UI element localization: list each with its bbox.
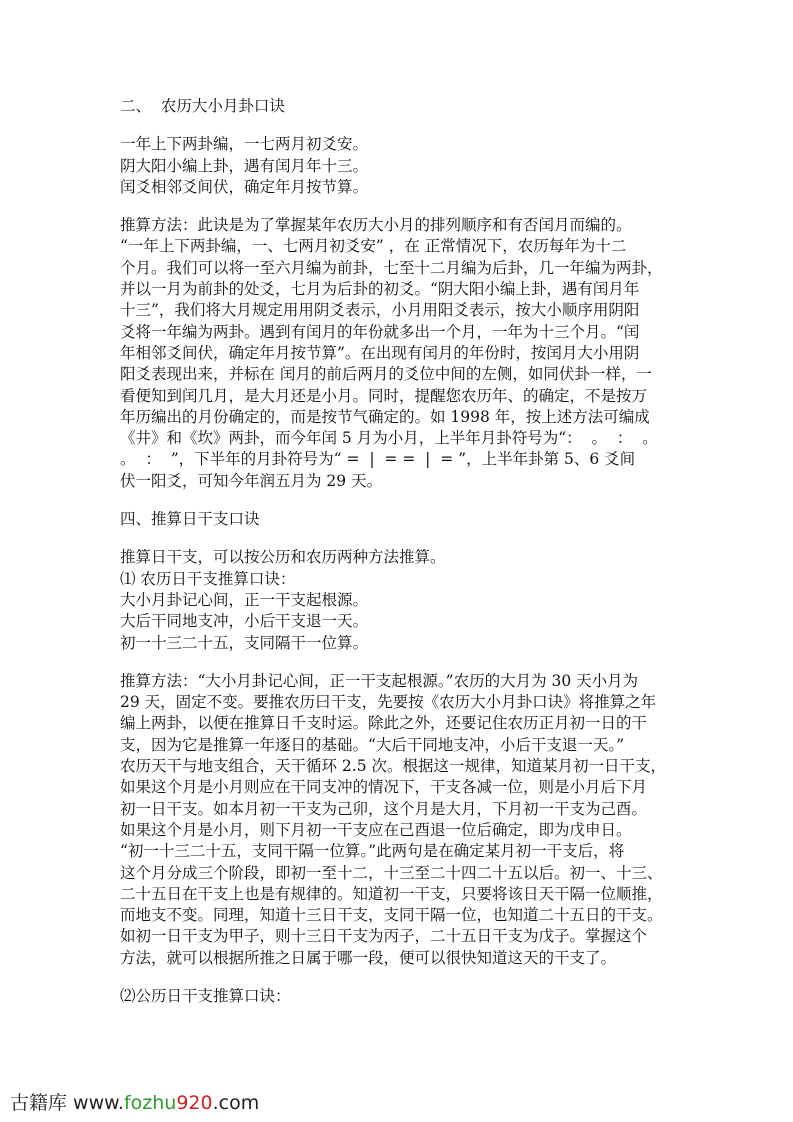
paragraph-line: 推算方法：“大小月卦记心间，正一干支起根源。”农历的大月为 30 天小月为 <box>120 671 639 690</box>
paragraph-line: 如果这个月是小月，则下月初一干支应在己酉退一位后确定，即为戊申日。 <box>120 820 632 839</box>
paragraph-line: 而地支不变。同理，知道十三日干支，支同干隔一位，也知道二十五日的干支。 <box>120 906 663 925</box>
paragraph-line: 推算方法：此诀是为了掌握某年农历大小月的排列顺序和有否闰月而编的。 <box>120 216 632 235</box>
paragraph-line: 初一日干支。如本月初一干支为己卯，这个月是大月，下月初一干支为己酉。 <box>120 799 648 818</box>
document-page <box>120 96 740 1007</box>
watermark-prefix: 古籍库 www. <box>10 1092 124 1114</box>
verse-line: 大后干同地支冲，小后干支退一天。 <box>120 612 369 631</box>
paragraph-line: 年历编出的月份确定的，而是按节气确定的。如 1998 年，按上述方法可编成 <box>120 407 650 426</box>
footer-watermark <box>10 1088 259 1115</box>
blank-line <box>120 117 740 134</box>
blank-line <box>120 492 740 509</box>
paragraph-line: 爻将一年编为两卦。遇到有闰月的年份就多出一个月，一年为十三个月。“闰 <box>120 322 640 341</box>
paragraph-line: 《井》和《坎》两卦，而今年闰 5 月为小月，上半年月卦符号为“： 。 ： 。 <box>120 429 658 448</box>
verse-line: 大小月卦记心间，正一干支起根源。 <box>120 590 369 609</box>
verse-line: 闰爻相邻爻间伏，确定年月按节算。 <box>120 177 369 196</box>
subheading: ⑵公历日干支推算口诀： <box>120 986 291 1005</box>
blank-line <box>120 969 740 986</box>
paragraph-line: 编上两卦，以便在推算日千支时运。除此之外，还要记住农历正月初一日的干 <box>120 714 648 733</box>
blank-line <box>120 530 740 547</box>
section-heading: 四、推算日干支口诀 <box>120 510 260 529</box>
blank-line <box>120 198 740 215</box>
paragraph-line: “初一十三二十五，支同干隔一位算。”此两句是在确定某月初一干支后，将 <box>120 842 625 861</box>
watermark-suffix: .com <box>212 1092 260 1114</box>
watermark-green: fozhu <box>123 1092 177 1114</box>
paragraph-line: 十三”，我们将大月规定用用阴爻表示，小月用阳爻表示，按大小顺序用阴阳 <box>120 301 640 320</box>
paragraph-line: 这个月分成三个阶段，即初一至十二，十三至二十四二十五以后。初一、十三、 <box>120 863 663 882</box>
paragraph-line: 方法，就可以根据所推之日属于哪一段，便可以很快知道这天的干支了。 <box>120 948 617 967</box>
paragraph-line: 伏一阳爻，可知今年润五月为 29 天。 <box>120 471 383 490</box>
paragraph-line: 农历天干与地支组合，天干循环 2.5 次。根据这一规律，知道某月初一日干支， <box>120 757 667 776</box>
paragraph-line: 如初一日干支为甲子，则十三日干支为丙子，二十五日干支为戊子。掌握这个 <box>120 927 648 946</box>
paragraph-line: 推算日干支，可以按公历和农历两种方法推算。 <box>120 548 446 567</box>
paragraph-line: 如果这个月是小月则应在干同支冲的情况下，干支各减一位，则是小月后下月 <box>120 778 648 797</box>
paragraph-line: 个月。我们可以将一至六月编为前卦，七至十二月编为后卦，几一年编为两卦， <box>120 258 663 277</box>
paragraph-line: 看便知到闰几月，是大月还是小月。同时，提醒您农历年、的确定，不是按万 <box>120 386 648 405</box>
paragraph-line: 29 天，固定不变。要推农历曰干支，先要按《农历大小月卦口诀》将推算之年 <box>120 693 657 712</box>
paragraph-line: 阳爻表现出来，并标在 闰月的前后两月的爻位中间的左侧，如同伏卦一样，一 <box>120 365 652 384</box>
paragraph-line: 。 ： ”，下半年的月卦符号为“ = | = = | = ”，上半年卦第 5、6 爻间 <box>120 450 636 469</box>
blank-line <box>120 654 740 671</box>
paragraph-line: 支，因为它是推算一年逐日的基础。“大后干同地支冲，小后干支退一天。” <box>120 735 625 754</box>
paragraph-line: ⑴ 农历日干支推算口诀： <box>120 569 296 588</box>
section-heading: 二、 农历大小月卦口诀 <box>120 97 285 115</box>
verse-line: 阴大阳小编上卦，遇有闰月年十三。 <box>120 156 369 175</box>
verse-line: 初一十三二十五，支同隔干一位算。 <box>120 633 369 652</box>
paragraph-line: 年相邻爻间伏，确定年月按节算”。在出现有闰月的年份时，按闰月大小用阴 <box>120 343 640 362</box>
paragraph-line: 并以一月为前卦的处爻，七月为后卦的初爻。“阴大阳小编上卦，遇有闰月年 <box>120 280 640 299</box>
watermark-red: 920 <box>176 1092 213 1114</box>
paragraph-line: 二十五日在干支上也是有规律的。知道初一干支，只要将该日天干隔一位顺推， <box>120 884 663 903</box>
paragraph-line: “一年上下两卦编，一、七两月初爻安” ，在 正常情况下，农历每年为十二 <box>120 237 627 256</box>
verse-line: 一年上下两卦编，一七两月初爻安。 <box>120 135 369 154</box>
